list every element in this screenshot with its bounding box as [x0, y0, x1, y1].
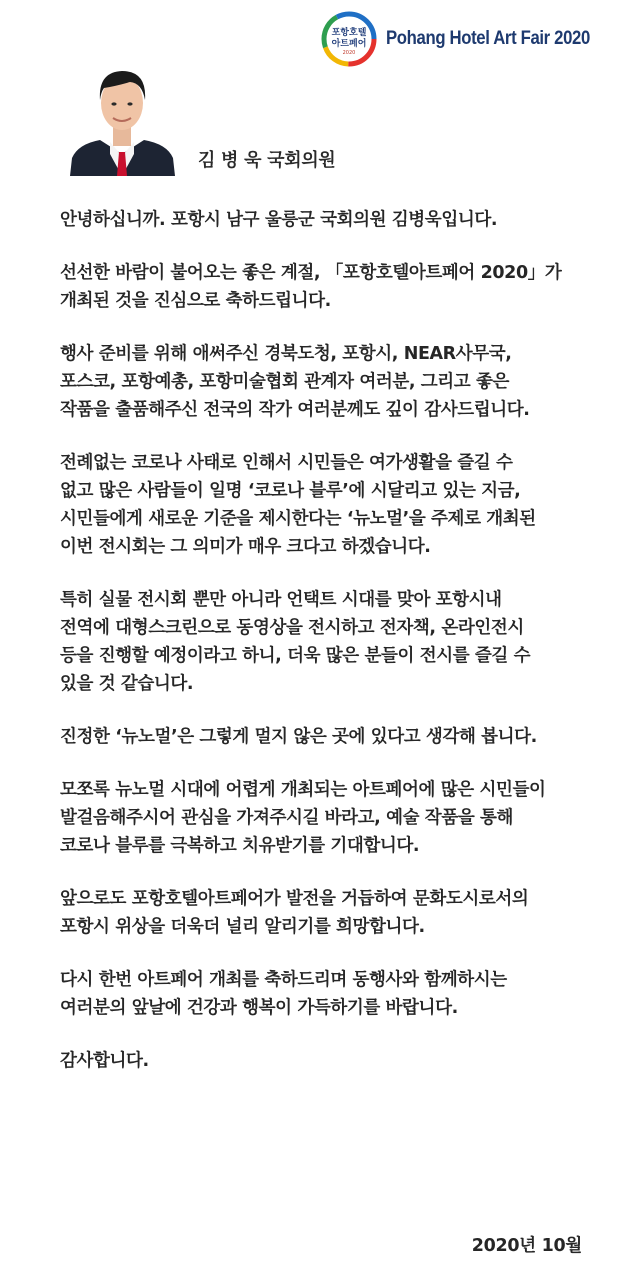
- letter-line: 포항시 위상을 더욱더 널리 알리기를 희망합니다.: [60, 917, 425, 937]
- event-title: Pohang Hotel Art Fair 2020: [386, 28, 591, 49]
- letter-body: [60, 206, 620, 1100]
- art-fair-logo-icon: [320, 10, 378, 68]
- letter-line: 모쪼록 뉴노멀 시대에 어렵게 개최되는 아트페어에 많은 시민들이: [60, 780, 546, 800]
- event-header: [320, 10, 618, 68]
- letter-paragraph: [60, 723, 620, 751]
- letter-line: 다시 한번 아트페어 개최를 축하드리며 동행사와 함께하시는: [60, 970, 507, 990]
- letter-line: 이번 전시회는 그 의미가 매우 크다고 하겠습니다.: [60, 537, 431, 557]
- letter-line: 없고 많은 사람들이 일명 ‘코로나 블루’에 시달리고 있는 지금,: [60, 481, 521, 501]
- letter-line: 특히 실물 전시회 뿐만 아니라 언택트 시대를 맞아 포항시내: [60, 590, 502, 610]
- letter-line: 전례없는 코로나 사태로 인해서 시민들은 여가생활을 즐길 수: [60, 453, 513, 473]
- letter-line: 개최된 것을 진심으로 축하드립니다.: [60, 291, 331, 311]
- letter-line: 시민들에게 새로운 기준을 제시한다는 ‘뉴노멀’을 주제로 개최된: [60, 509, 536, 529]
- letter-paragraph: [60, 885, 620, 941]
- letter-line: 안녕하십니까. 포항시 남구 울릉군 국회의원 김병욱입니다.: [60, 210, 498, 230]
- letter-line: 진정한 ‘뉴노멀’은 그렇게 멀지 않은 곳에 있다고 생각해 봅니다.: [60, 727, 537, 747]
- letter-paragraph: [60, 1047, 620, 1075]
- letter-line: 포스코, 포항예총, 포항미술협회 관계자 여러분, 그리고 좋은: [60, 372, 510, 392]
- logo-line-1: 포항호텔: [331, 28, 367, 38]
- letter-line: 선선한 바람이 불어오는 좋은 계절, 「포항호텔아트페어 2020」가: [60, 263, 562, 283]
- logo-line-2: 아트페어: [331, 39, 367, 49]
- letter-line: 앞으로도 포항호텔아트페어가 발전을 거듭하여 문화도시로서의: [60, 889, 529, 909]
- letter-line: 작품을 출품해주신 전국의 작가 여러분께도 깊이 감사드립니다.: [60, 400, 530, 420]
- letter-paragraph: [60, 966, 620, 1022]
- logo-year: 2020: [342, 50, 356, 56]
- letter-paragraph: [60, 586, 620, 698]
- letter-line: 코로나 블루를 극복하고 치유받기를 기대합니다.: [60, 836, 420, 856]
- letter-line: 감사합니다.: [60, 1051, 149, 1071]
- letter-line: 여러분의 앞날에 건강과 행복이 가득하기를 바랍니다.: [60, 998, 458, 1018]
- letter-paragraph: [60, 340, 620, 424]
- letter-paragraph: [60, 206, 620, 234]
- speaker-portrait: [70, 58, 175, 176]
- letter-line: 등을 진행할 예정이라고 하니, 더욱 많은 분들이 전시를 즐길 수: [60, 646, 531, 666]
- letter-line: 발걸음해주시어 관심을 가져주시길 바라고, 예술 작품을 통해: [60, 808, 514, 828]
- letter-paragraph: [60, 449, 620, 561]
- letter-paragraph: [60, 259, 620, 315]
- letter-line: 전역에 대형스크린으로 동영상을 전시하고 전자책, 온라인전시: [60, 618, 524, 638]
- letter-date: 2020년 10월: [471, 1236, 582, 1256]
- speaker-title: 김 병 욱 국회의원: [198, 150, 336, 171]
- letter-line: 있을 것 같습니다.: [60, 674, 194, 694]
- letter-paragraph: [60, 776, 620, 860]
- letter-line: 행사 준비를 위해 애써주신 경북도청, 포항시, NEAR사무국,: [60, 344, 512, 364]
